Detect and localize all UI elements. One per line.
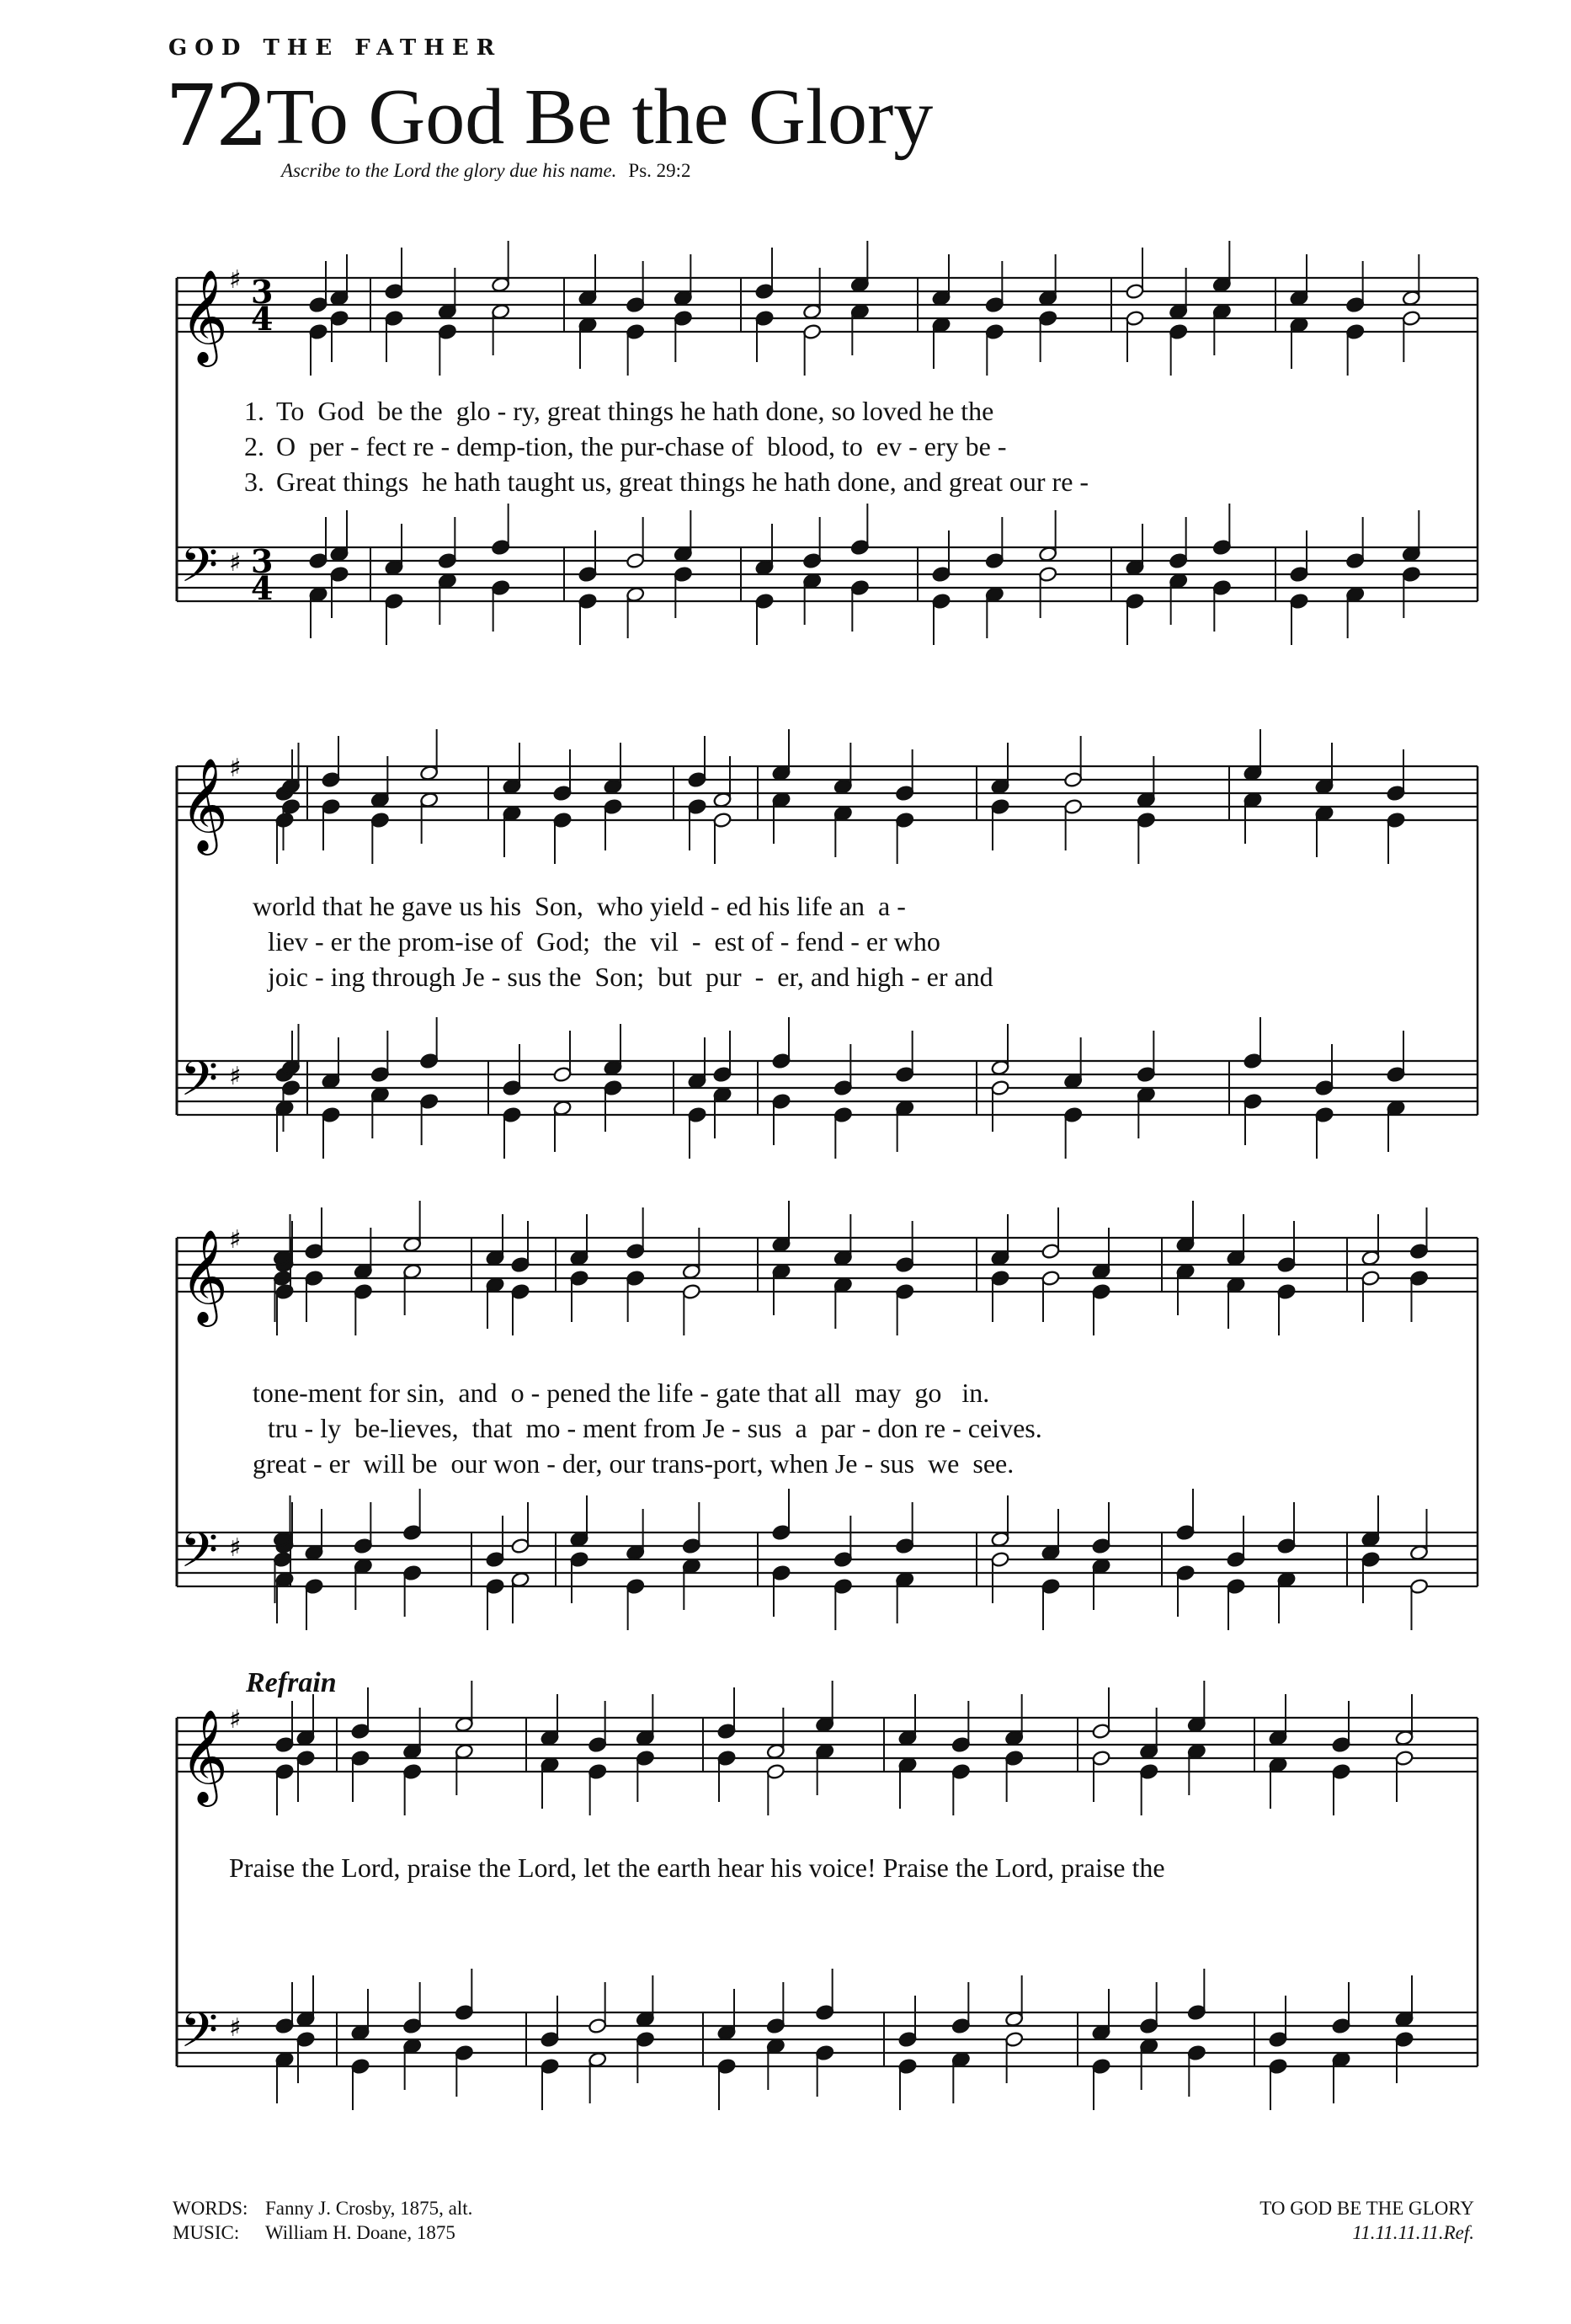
verse-number: 1. bbox=[244, 396, 264, 426]
epigraph-text: Ascribe to the Lord the glory due his name. bbox=[281, 160, 617, 181]
lyric-verse1-line2: world that he gave us his Son, who yield - ed his life an a - bbox=[253, 891, 906, 921]
music-system-4 bbox=[0, 1692, 1571, 2164]
lyric-text: Great things he hath taught us, great things he hath done, and great our re - bbox=[276, 466, 1089, 497]
music-credit bbox=[173, 2220, 472, 2245]
words-author: Fanny J. Crosby, 1875, alt. bbox=[265, 2198, 473, 2219]
sharp-icon: ♯ bbox=[229, 1705, 242, 1735]
sharp-icon: ♯ bbox=[229, 754, 242, 783]
words-credit bbox=[173, 2196, 472, 2220]
lyric-verse3-line3: great - er will be our won - der, our trans-port, when Je - sus we see. bbox=[253, 1448, 1014, 1479]
bass-time-signature-top: 3 bbox=[251, 542, 274, 580]
lyric-verse3-line1 bbox=[244, 466, 1473, 498]
tune-name: TO GOD BE THE GLORY bbox=[1259, 2198, 1474, 2219]
treble-time-signature-bottom: 4 bbox=[251, 300, 274, 338]
verse-number: 3. bbox=[244, 466, 264, 497]
treble-clef-icon: 𝄞 bbox=[180, 1229, 228, 1323]
tune-meter: 11.11.11.11.Ref. bbox=[1352, 2222, 1474, 2243]
lyric-verse1-line1 bbox=[244, 396, 1473, 427]
bass-clef-icon: 𝄢 bbox=[180, 536, 219, 605]
treble-notes bbox=[275, 1681, 1414, 1815]
lyric-text: To God be the glo - ry, great things he hath done, so loved he the bbox=[276, 396, 994, 426]
treble-clef-icon: 𝄞 bbox=[180, 269, 228, 363]
bass-clef-icon: 𝄢 bbox=[180, 1522, 219, 1591]
lyric-verse3-line2: joic - ing through Je - sus the Son; but pur - er, and high - er and bbox=[268, 962, 993, 992]
credits bbox=[173, 2196, 472, 2245]
verse-number: 2. bbox=[244, 431, 264, 461]
sharp-icon: ♯ bbox=[229, 265, 242, 295]
refrain-lyric: Praise the Lord, praise the Lord, let the earth hear his voice! Praise the Lord, praise the bbox=[229, 1852, 1165, 1883]
treble-clef-icon: 𝄞 bbox=[180, 1708, 228, 1803]
music-system-1 bbox=[0, 227, 1571, 699]
treble-notes bbox=[273, 1201, 1429, 1335]
sharp-icon: ♯ bbox=[229, 1225, 242, 1255]
sharp-icon: ♯ bbox=[229, 1062, 242, 1091]
treble-notes bbox=[309, 241, 1421, 376]
music-composer: William H. Doane, 1875 bbox=[265, 2222, 455, 2243]
hymn-epigraph bbox=[281, 160, 691, 182]
lyric-verse2-line1 bbox=[244, 431, 1473, 462]
sharp-icon: ♯ bbox=[229, 548, 242, 578]
bass-clef-icon: 𝄢 bbox=[180, 2002, 219, 2071]
treble-notes bbox=[275, 729, 1406, 864]
words-label: WORDS: bbox=[173, 2198, 248, 2219]
lyric-verse2-line2: liev - er the prom-ise of God; the vil - est of - fend - er who bbox=[268, 926, 940, 957]
hymn-number: 72 bbox=[165, 67, 266, 165]
bass-time-signature-bottom: 4 bbox=[251, 569, 274, 607]
treble-clef-icon: 𝄞 bbox=[180, 757, 228, 851]
tune-info bbox=[1259, 2196, 1474, 2245]
lyric-text: O per - fect re - demp-tion, the pur-chase of blood, to ev - ery be - bbox=[276, 431, 1007, 461]
music-label: MUSIC: bbox=[173, 2222, 240, 2243]
bass-staff bbox=[177, 547, 1478, 601]
lyric-verse1-line3: tone-ment for sin, and o - pened the life - gate that all may go in. bbox=[253, 1378, 990, 1408]
refrain-label: Refrain bbox=[246, 1667, 337, 1698]
section-heading: GOD THE FATHER bbox=[168, 35, 503, 61]
sharp-icon: ♯ bbox=[229, 2013, 242, 2043]
treble-time-signature-top: 3 bbox=[251, 273, 274, 311]
bass-clef-icon: 𝄢 bbox=[180, 1050, 219, 1119]
lyric-verse2-line3: tru - ly be-lieves, that mo - ment from Je - sus a par - don re - ceives. bbox=[268, 1413, 1042, 1443]
sharp-icon: ♯ bbox=[229, 1533, 242, 1563]
treble-staff bbox=[177, 766, 1478, 820]
treble-staff bbox=[177, 278, 1478, 332]
barlines bbox=[337, 1718, 1254, 2066]
hymn-title: To God Be the Glory bbox=[266, 73, 934, 161]
epigraph-reference: Ps. 29:2 bbox=[628, 160, 691, 181]
